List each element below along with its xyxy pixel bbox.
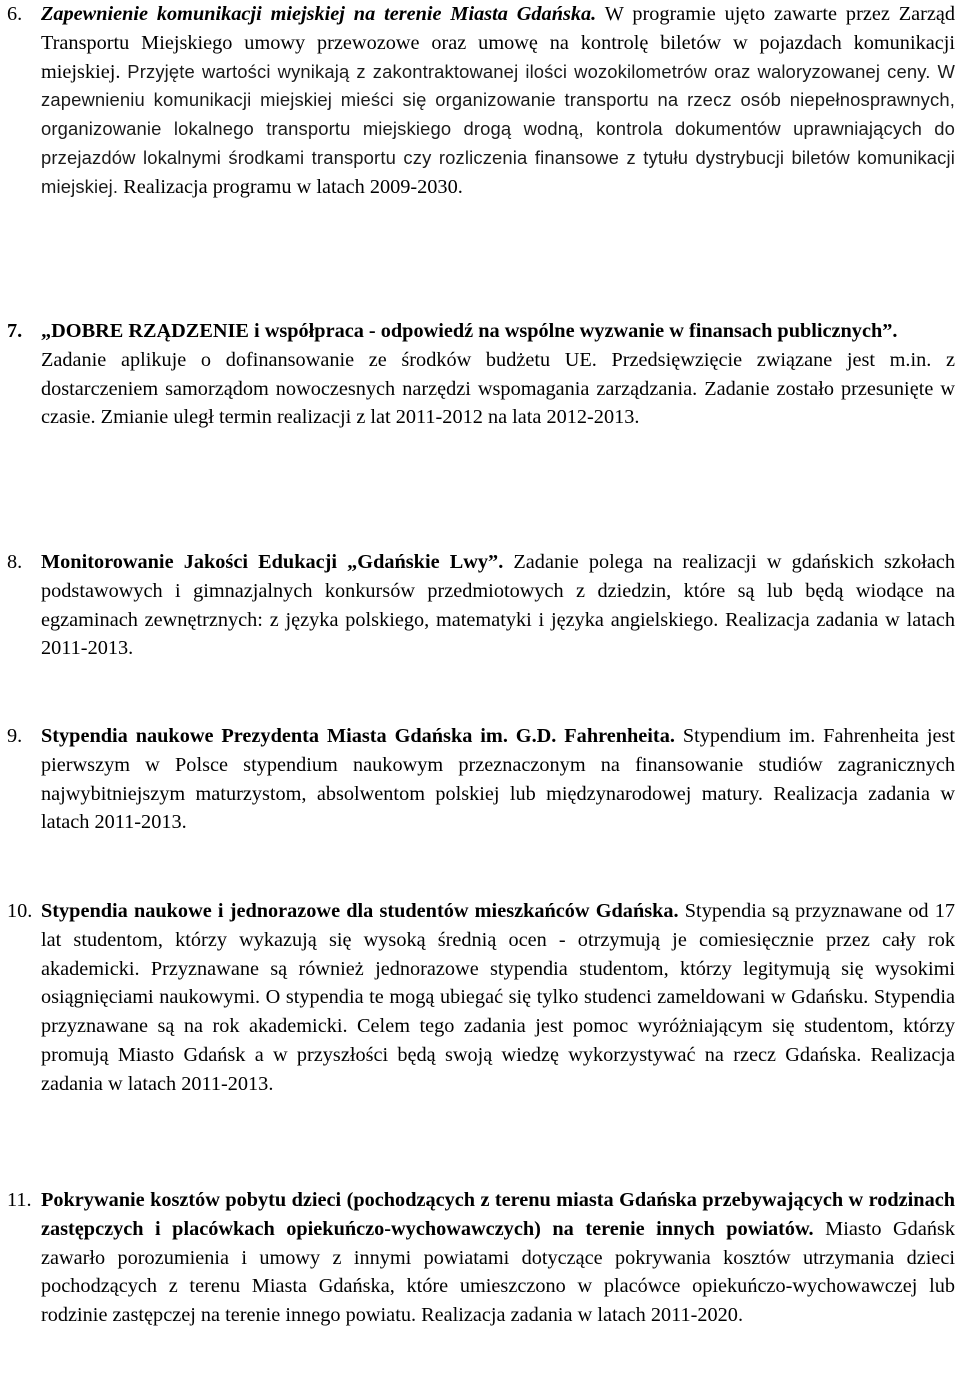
list-item-6 xyxy=(0,0,955,202)
item-number: 9. xyxy=(7,725,23,747)
list-item-11 xyxy=(0,1186,955,1330)
item-text: Zadanie polega na realizacji w gdańskich szkołach podstawowych i gimnazjalnych konkursów przedmiotowych z dziedzin, które są lub będą wiodące na egzaminach zewnętrznych: z języka polskiego, matematyki i języka angielskiego. Realizacja zadania w latach 2011-2013. xyxy=(41,551,955,660)
item-body xyxy=(41,897,955,1099)
item-text: Miasto Gdańsk zawarło porozumienia i umowy z innymi powiatami dotyczące pokrywania kosztów utrzymania dzieci pochodzących z terenu Miasta Gdańska, które umieszczono w placówce opiekuńczo-wychowawczej lub rodzinie zastępczej na terenie innego powiatu. Realizacja zadania w latach 2011-2020. xyxy=(41,1217,955,1327)
list-item-7 xyxy=(0,317,955,432)
item-title: Monitorowanie Jakości Edukacji „Gdańskie Lwy”. xyxy=(41,551,504,573)
item-body xyxy=(41,0,955,202)
item-text: Stypendium im. Fahrenheita jest pierwszym w Polsce stypendium naukowym przeznaczonym na finansowanie studiów zagranicznych najwybitniejszym maturzystom, absolwentom polskiej lub międzynarodowej matury. Realizacja zadania w latach 2011-2013. xyxy=(41,725,956,834)
item-title: Zapewnienie komunikacji miejskiej na terenie Miasta Gdańska. xyxy=(41,3,597,25)
item-body xyxy=(41,1186,955,1330)
item-text: Zadanie aplikuje o dofinansowanie ze środków budżetu UE. Przedsięwzięcie związane jest m.in. z dostarczeniem samorządom nowoczesnych narzędzi wspomagania zarządzania. Zadanie zostało przesunięte w czasie. Zmianie uległ termin realizacji z lat 2011-2012 na lata 2012-2013. xyxy=(41,348,955,429)
item-title: Stypendia naukowe Prezydenta Miasta Gdańska im. G.D. Fahrenheita. xyxy=(41,725,675,747)
item-text: W programie ujęto zawarte przez Zarząd Transportu Miejskiego umowy przewozowe oraz umowę na kontrolę biletów w pojazdach komunikacji miejskiej. xyxy=(41,3,955,83)
item-title: Pokrywanie kosztów pobytu dzieci (pochodzących z terenu miasta Gdańska przebywających w rodzinach zastępczych i placówkach opiekuńczo-wychowawczych) na terenie innych powiatów. xyxy=(41,1189,955,1240)
item-number: 8. xyxy=(7,551,23,573)
item-text-end: Realizacja programu w latach 2009-2030. xyxy=(118,175,463,198)
item-title: „DOBRE RZĄDZENIE i współpraca - odpowiedź na wspólne wyzwanie w finansach publicznych”. xyxy=(41,320,898,342)
list-item-8 xyxy=(0,548,955,663)
item-number: 11. xyxy=(7,1189,32,1211)
item-title: Stypendia naukowe i jednorazowe dla studentów mieszkańców Gdańska. xyxy=(41,900,679,922)
list-item-10 xyxy=(0,897,955,1099)
item-text: Stypendia są przyznawane od 17 lat studentom, którzy wykazują się wysoką średnią ocen - otrzymują je comiesięcznie przez cały rok akademicki. Przyznawane są również jednorazowe stypendia studentom, którzy legitymują się wysokimi osiągnięciami naukowymi. O stypendia te mogą ubiegać się tylko studenci zameldowani w Gdańsku. Stypendia przyznawane są na rok akademicki. Celem tego zadania jest pomoc wyróżniającym się studentom, którzy promują Miasto Gdańsk a w przyszłości będą swoją wiedzę wykorzystywać na rzecz Gdańska. Realizacja zadania w latach 2011-2013. xyxy=(41,900,955,1095)
item-text-sans: Przyjęte wartości wynikają z zakontraktowanej ilości wozokilometrów oraz waloryzowanej ceny. W zapewnieniu komunikacji miejskiej mieści się organizowanie transportu na rzecz osób niepełnosprawnych, organizowanie lokalnego transportu miejskiego drogą wodną, kontrola dokumentów uprawniających do przejazdów lokalnymi środkami transportu czy rozliczenia finansowe z tytułu dystrybucji biletów komunikacji miejskiej. xyxy=(41,60,956,197)
item-number: 7. xyxy=(7,320,23,342)
item-body xyxy=(41,722,955,837)
item-body xyxy=(41,548,955,663)
item-number: 6. xyxy=(7,3,23,25)
item-body xyxy=(41,317,955,432)
list-item-9 xyxy=(0,722,955,837)
item-number: 10. xyxy=(7,900,33,922)
